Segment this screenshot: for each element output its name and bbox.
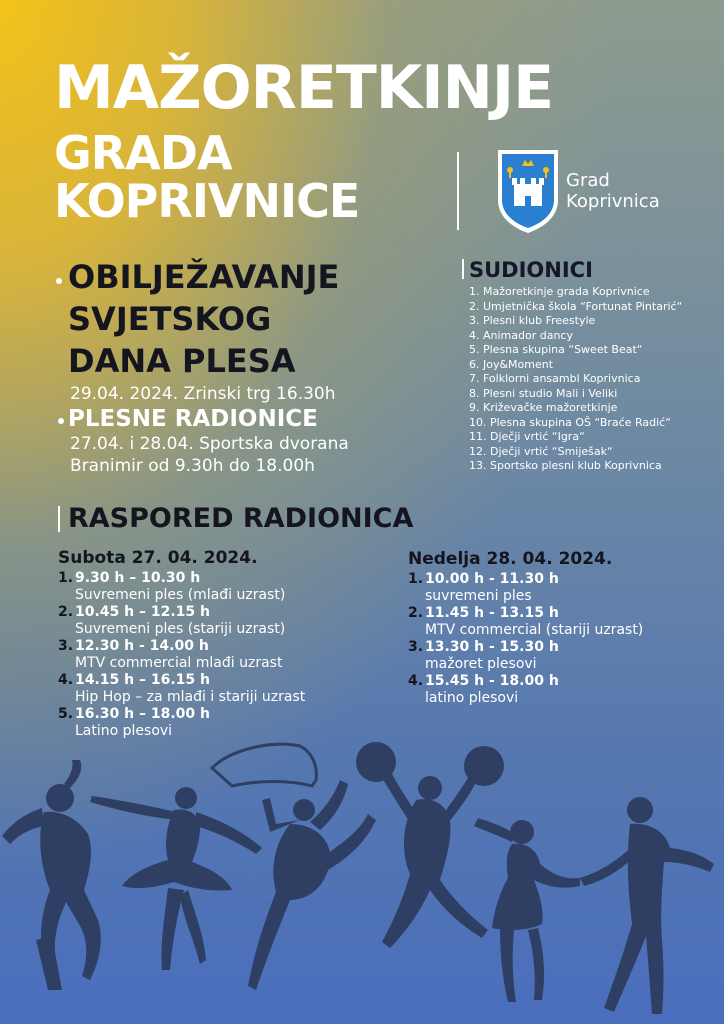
event-2-info (70, 433, 349, 477)
bullet-icon (58, 418, 64, 424)
event-1-line-1: OBILJEŽAVANJE (68, 258, 340, 296)
schedule-item-description: Latino plesovi (75, 723, 173, 739)
dancer-silhouette (474, 818, 580, 1002)
schedule-item-number: 2. (58, 604, 74, 620)
schedule-item-time: 15.45 h - 18.00 h (425, 673, 559, 689)
event-2-info-line-1: 27.04. i 28.04. Sportska dvorana (70, 434, 349, 454)
schedule-item-time: 9.30 h – 10.30 h (75, 570, 201, 586)
title-line-1: MAŽORETKINJE (54, 53, 554, 123)
list-item: 9. Križevačke mažoretkinje (469, 401, 618, 414)
schedule-item-time: 11.45 h - 13.15 h (425, 605, 559, 621)
schedule-divider (58, 506, 60, 532)
event-1-line-3: DANA PLESA (68, 342, 296, 380)
list-item: 6. Joy&Moment (469, 357, 554, 371)
schedule-item-number: 1. (408, 571, 424, 587)
logo-line-2: Koprivnica (566, 191, 660, 212)
schedule-item (58, 604, 305, 638)
list-item: 1. Mažoretkinje grada Koprivnice (469, 285, 650, 298)
schedule-item-description: mažoret plesovi (425, 656, 537, 672)
day-2-schedule (408, 571, 643, 707)
event-1-line-2: SVJETSKOG (68, 300, 272, 338)
schedule-item (408, 571, 643, 605)
schedule-item (58, 672, 305, 706)
schedule-item-description: MTV commercial (stariji uzrast) (425, 622, 644, 638)
title-line-3: KOPRIVNICE (54, 174, 360, 228)
schedule-item-number: 2. (408, 605, 424, 621)
coat-of-arms-logo (496, 148, 560, 234)
dancer-silhouette (212, 744, 376, 990)
day-1-title: Subota 27. 04. 2024. (58, 548, 258, 568)
schedule-item (408, 605, 643, 639)
event-1-info: 29.04. 2024. Zrinski trg 16.30h (70, 384, 336, 404)
schedule-item-number: 1. (58, 570, 74, 586)
schedule-item (408, 639, 643, 673)
schedule-item-description: Suvremeni ples (stariji uzrast) (75, 621, 286, 637)
schedule-item-number: 3. (58, 638, 74, 654)
list-item: 3. Plesni klub Freestyle (469, 314, 596, 327)
list-item: 7. Folklorni ansambl Koprivnica (469, 372, 641, 385)
day-2-title: Nedelja 28. 04. 2024. (408, 549, 613, 569)
schedule-item (408, 673, 643, 707)
logo-wordmark (566, 170, 660, 212)
schedule-item (58, 638, 305, 672)
logo-line-1: Grad (566, 170, 610, 191)
list-item: 11. Dječji vrtić “Igra“ (469, 430, 585, 443)
dancer-silhouette (580, 797, 714, 1014)
list-item: 5. Plesna skupina “Sweet Beat“ (469, 343, 643, 356)
title-divider (457, 152, 459, 230)
schedule-item-description: MTV commercial mlađi uzrast (75, 655, 283, 671)
bullet-icon (56, 278, 62, 284)
schedule-item-time: 16.30 h – 18.00 h (75, 706, 210, 722)
list-item: 10. Plesna skupina OŠ “Braće Radić“ (469, 415, 671, 429)
list-item: 2. Umjetnička škola “Fortunat Pintarić“ (469, 299, 683, 313)
schedule-item-number: 4. (58, 672, 74, 688)
schedule-item-description: suvremeni ples (425, 588, 532, 604)
schedule-item-time: 12.30 h - 14.00 h (75, 638, 209, 654)
event-2-info-line-2: Branimir od 9.30h do 18.00h (70, 456, 315, 476)
schedule-item-description: Suvremeni ples (mlađi uzrast) (75, 587, 286, 603)
schedule-item-time: 13.30 h - 15.30 h (425, 639, 559, 655)
title-line-2: GRADA (54, 126, 232, 180)
schedule-item-time: 10.00 h - 11.30 h (425, 571, 559, 587)
event-1-title (68, 256, 339, 382)
dancer-silhouette (356, 742, 504, 948)
dancer-silhouette (2, 760, 101, 990)
schedule-item-number: 4. (408, 673, 424, 689)
list-item: 13. Sportsko plesni klub Koprivnica (469, 459, 662, 472)
dancer-silhouette (90, 787, 262, 970)
list-item: 4. Animador dancy (469, 328, 573, 342)
schedule-item-time: 14.15 h – 16.15 h (75, 672, 210, 688)
schedule-item (58, 706, 305, 740)
schedule-item-number: 3. (408, 639, 424, 655)
participants-title: SUDIONICI (469, 258, 593, 282)
list-item: 12. Dječji vrtić “Smiješak“ (469, 444, 613, 458)
schedule-item-description: Hip Hop – za mlađi i stariji uzrast (75, 689, 306, 705)
schedule-title: RASPORED RADIONICA (68, 503, 414, 534)
dancers-silhouettes (0, 740, 724, 1024)
event-2-title: PLESNE RADIONICE (68, 406, 318, 432)
day-1-schedule (58, 570, 305, 740)
list-item: 8. Plesni studio Mali i Veliki (469, 386, 618, 400)
schedule-item-number: 5. (58, 706, 74, 722)
participants-list (469, 285, 682, 474)
schedule-item (58, 570, 305, 604)
participants-divider (462, 259, 464, 279)
schedule-item-description: latino plesovi (425, 690, 519, 706)
schedule-item-time: 10.45 h – 12.15 h (75, 604, 210, 620)
